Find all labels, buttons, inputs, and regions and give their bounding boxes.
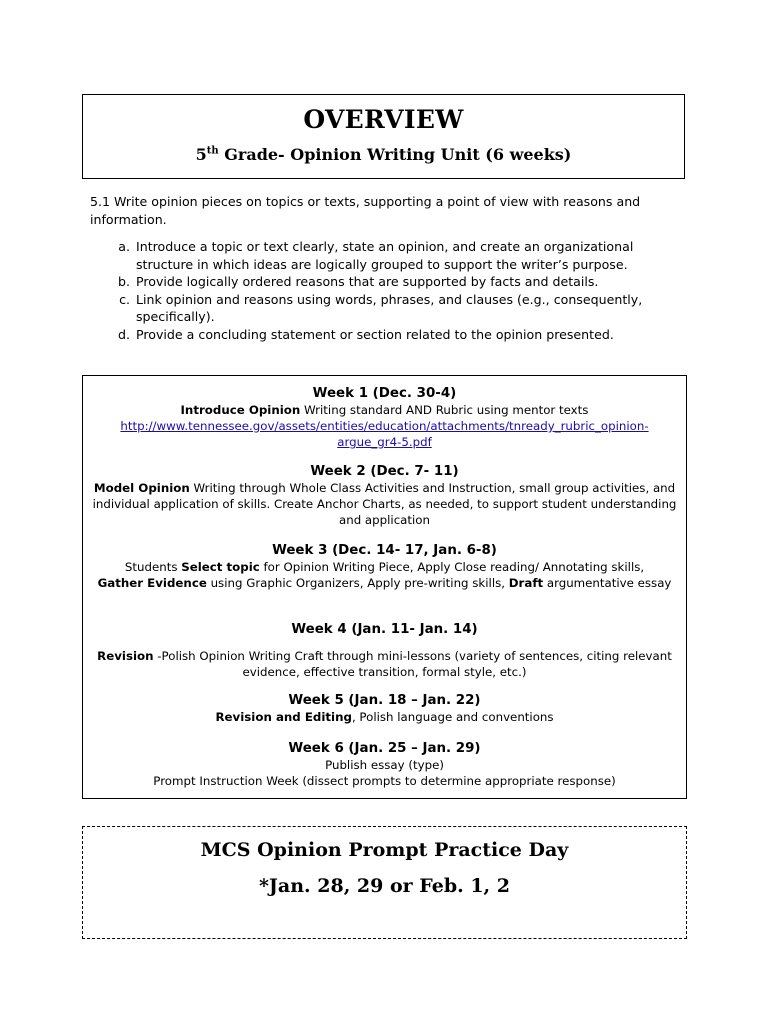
practice-title: MCS Opinion Prompt Practice Day [200,839,569,861]
standard-intro: 5.1 Write opinion pieces on topics or texts, supporting a point of view with reasons and information. [90,194,641,227]
standard-item-a: a. Introduce a topic or text clearly, state an opinion, and create an organizational structure in which ideas are logically grouped to support the writer’s purpose. [134,238,680,273]
week-3-description [91,559,678,591]
standard-list [90,238,680,343]
week-6-heading: Week 6 (Jan. 25 – Jan. 29) [288,741,481,756]
page-title: OVERVIEW [303,105,464,134]
overview-header-box [82,94,685,179]
week-1 [91,385,678,450]
week-1-description [91,402,678,418]
week-1-heading: Week 1 (Dec. 30-4) [312,386,457,401]
practice-day-box [82,826,687,939]
week-5 [91,692,678,725]
week-6 [91,740,678,789]
unit-title [83,145,684,164]
week-3 [91,542,678,591]
week-3-heading: Week 3 (Dec. 14- 17, Jan. 6-8) [272,543,497,558]
practice-dates: *Jan. 28, 29 or Feb. 1, 2 [258,875,511,897]
standard-item-c: c. Link opinion and reasons using words, phrases, and clauses (e.g., consequently, specifically). [134,291,680,326]
week-5-description [91,709,678,725]
week-4-description [91,648,678,680]
weekly-plan-box [82,375,687,799]
standard-section [90,193,680,343]
week-4-bold: Revision [97,649,154,663]
standard-item-d: d. Provide a concluding statement or section related to the opinion presented. [134,326,680,344]
week-6-line2: Prompt Instruction Week (dissect prompts to determine appropriate response) [153,774,616,788]
week-2 [91,463,678,528]
grade-number: 5 [195,145,207,164]
week-5-bold: Revision and Editing [215,710,352,724]
week-6-line1: Publish essay (type) [325,758,444,772]
grade-ordinal: th [206,145,219,157]
week-3-text: for Opinion Writing Piece, Apply Close reading/ Annotating skills, [259,560,645,574]
week-2-heading: Week 2 (Dec. 7- 11) [310,464,459,479]
unit-name: Grade- Opinion Writing Unit (6 weeks) [218,145,572,164]
week-4-text: -Polish Opinion Writing Craft through mini-lessons (variety of sentences, citing relevant evidence, effective transition, formal style, etc.) [153,649,672,679]
week-1-text: Writing standard AND Rubric using mentor texts [300,403,589,417]
week-3-text3: argumentative essay [543,576,672,590]
week-4-heading-prefix: W [291,622,306,637]
week-3-pre: Students [124,560,182,574]
week-5-heading: Week 5 (Jan. 18 – Jan. 22) [288,693,481,708]
week-3-bold3: Draft [508,576,544,590]
week-2-text: Writing through Whole Class Activities and Instruction, small group activities, and individual application of skills. Create Anchor Charts, as needed, to support student understanding and application [92,481,677,527]
week-1-bold: Introduce Opinion [180,403,301,417]
week-4-heading-text: eek 4 (Jan. 11- Jan. 14) [305,622,478,637]
week-2-description [91,480,678,528]
week-4 [91,621,678,680]
rubric-link[interactable]: http://www.tennessee.gov/assets/entities/education/attachments/tnready_rubric_opinion-argue_gr4-5.pdf [120,419,649,449]
week-3-bold: Select topic [181,560,260,574]
week-3-bold2: Gather Evidence [97,576,207,590]
week-2-bold: Model Opinion [93,481,190,495]
week-5-text: , Polish language and conventions [351,710,554,724]
week-3-text2: using Graphic Organizers, Apply pre-writing skills, [206,576,509,590]
standard-item-b: b. Provide logically ordered reasons that are supported by facts and details. [134,273,680,291]
week-4-heading [91,621,678,638]
